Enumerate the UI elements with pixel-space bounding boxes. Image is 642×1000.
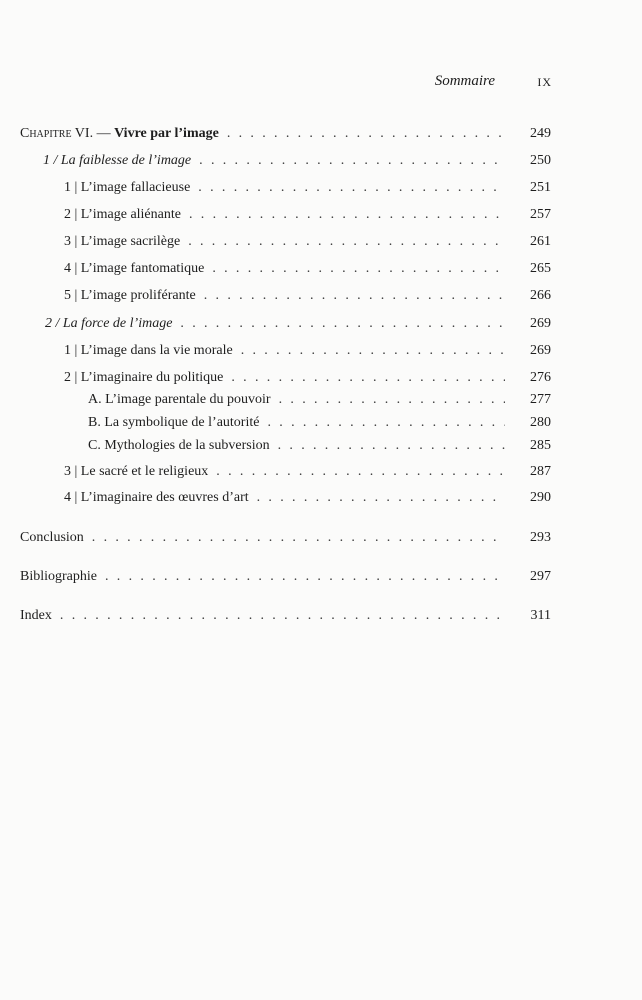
page-number: 293 <box>530 530 551 545</box>
dot-leader <box>60 606 505 626</box>
dot-leader <box>227 124 505 144</box>
toc-backmatter-entry[interactable] <box>0 567 642 587</box>
dot-leader <box>231 368 505 388</box>
dot-leader <box>199 151 505 171</box>
chapter-label <box>20 124 219 144</box>
item-label: 5 | L’image proliférante <box>64 288 196 303</box>
dot-leader <box>212 259 505 279</box>
chapter-title: Vivre par l’image <box>114 126 219 141</box>
page-number: 290 <box>530 490 551 505</box>
dot-leader <box>180 314 505 334</box>
page-number: 257 <box>530 207 551 222</box>
dot-leader <box>92 528 505 548</box>
running-head-title: Sommaire <box>434 73 495 89</box>
chapter-prefix: Chapitre VI. — <box>20 126 111 141</box>
backmatter-label: Bibliographie <box>20 569 97 584</box>
dot-leader <box>105 567 505 587</box>
page-number: 297 <box>530 569 551 584</box>
dot-leader <box>216 462 505 482</box>
toc-item-entry[interactable] <box>0 205 642 225</box>
page-number: 311 <box>530 608 551 623</box>
toc-section-entry[interactable] <box>0 314 642 334</box>
toc-item-entry[interactable] <box>0 341 642 361</box>
item-label: 4 | L’imaginaire des œuvres d’art <box>64 490 249 505</box>
dot-leader <box>278 436 505 456</box>
page-number: 287 <box>530 464 551 479</box>
page-number: 269 <box>530 316 551 331</box>
item-label: 2 | L’image aliénante <box>64 207 181 222</box>
toc-item-entry[interactable] <box>0 286 642 306</box>
page-number: 269 <box>530 343 551 358</box>
toc-subitem-entry[interactable] <box>0 390 642 410</box>
subitem-label: B. La symbolique de l’autorité <box>88 415 260 430</box>
dot-leader <box>198 178 505 198</box>
subitem-label: C. Mythologies de la subversion <box>88 438 270 453</box>
page-number: 250 <box>530 153 551 168</box>
item-label: 3 | L’image sacrilège <box>64 234 181 249</box>
page-number: 280 <box>530 415 551 430</box>
subitem-label: A. L’image parentale du pouvoir <box>88 392 271 407</box>
dot-leader <box>241 341 505 361</box>
dot-leader <box>188 232 505 252</box>
toc-item-entry[interactable] <box>0 488 642 508</box>
running-head <box>0 73 642 93</box>
dot-leader <box>257 488 505 508</box>
page-number: 249 <box>530 126 551 141</box>
toc-backmatter-entry[interactable] <box>0 606 642 626</box>
toc-item-entry[interactable] <box>0 259 642 279</box>
page-number: 276 <box>530 370 551 385</box>
page-number: 266 <box>530 288 551 303</box>
toc-chapter-entry[interactable] <box>0 124 642 144</box>
toc-item-entry[interactable] <box>0 232 642 252</box>
page-number: 277 <box>530 392 551 407</box>
toc-backmatter-entry[interactable] <box>0 528 642 548</box>
page-number: 285 <box>530 438 551 453</box>
backmatter-label: Conclusion <box>20 530 84 545</box>
toc-item-entry[interactable] <box>0 462 642 482</box>
page-number: 251 <box>530 180 551 195</box>
section-label: 1 / La faiblesse de l’image <box>43 153 192 168</box>
toc-item-entry[interactable] <box>0 178 642 198</box>
section-label: 2 / La force de l’image <box>45 316 173 331</box>
item-label: 3 | Le sacré et le religieux <box>64 464 209 479</box>
item-label: 1 | L’image dans la vie morale <box>64 343 233 358</box>
toc-item-entry[interactable] <box>0 368 642 388</box>
backmatter-label: Index <box>20 608 52 623</box>
page-number: 261 <box>530 234 551 249</box>
toc-section-entry[interactable] <box>0 151 642 171</box>
item-label: 4 | L’image fantomatique <box>64 261 205 276</box>
dot-leader <box>189 205 505 225</box>
dot-leader <box>204 286 505 306</box>
dot-leader <box>267 413 505 433</box>
item-label: 2 | L’imaginaire du politique <box>64 370 224 385</box>
dot-leader <box>279 390 505 410</box>
item-label: 1 | L’image fallacieuse <box>64 180 191 195</box>
toc-subitem-entry[interactable] <box>0 436 642 456</box>
toc-subitem-entry[interactable] <box>0 413 642 433</box>
page-number: 265 <box>530 261 551 276</box>
running-head-page-number: IX <box>537 75 552 89</box>
